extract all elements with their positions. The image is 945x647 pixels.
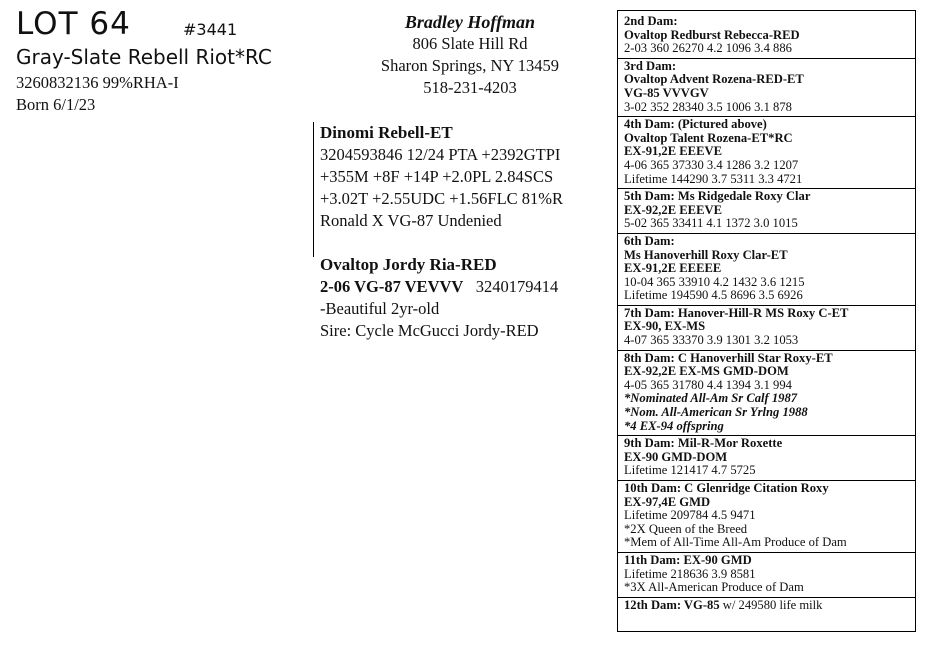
pedigree-generation [624,437,915,478]
generation-divider [618,350,915,351]
production-record-line: 10-04 365 33910 4.2 1432 3.6 1215 [624,274,805,289]
ancestor-name-line: EX-91,2E EEEVE [624,144,722,159]
sire-name: Dinomi Rebell-ET [320,123,453,142]
pedigree-box [617,10,916,632]
pedigree-generation [624,554,915,595]
dam-line: -Beautiful 2yr-old [320,299,440,318]
pedigree-generation [624,352,915,434]
consignor-address-line1: 806 Slate Hill Rd [412,34,528,53]
sire-line: Ronald X VG-87 Undenied [320,211,502,230]
production-record-line: *2X Queen of the Breed [624,521,748,536]
production-record-line: Lifetime 121417 4.7 5725 [624,463,756,478]
generation-heading-text: 3rd Dam: [624,58,677,73]
ancestor-name-line: EX-97,4E GMD [624,494,711,509]
ancestor-name-line: Ovaltop Advent Rozena-RED-ET [624,72,804,87]
generation-heading-text: 10th Dam: C Glenridge Citation Roxy [624,481,829,495]
generation-heading [624,554,915,568]
generation-heading [624,118,915,132]
generation-heading-text: 11th Dam: EX-90 GMD [624,552,752,567]
birth-date: Born 6/1/23 [16,95,96,114]
generation-heading [624,307,915,321]
ancestor-name-line: EX-90 GMD-DOM [624,449,728,464]
dam-name: Ovaltop Jordy Ria-RED [320,255,497,274]
animal-name: Gray-Slate Rebell Riot*RC [16,45,272,69]
pedigree-generation [624,599,915,613]
generation-heading [624,437,915,451]
consignor-name: Bradley Hoffman [404,12,536,32]
generation-heading [624,352,915,366]
pedigree-generation [624,307,915,348]
production-record-line: 5-02 365 33411 4.1 1372 3.0 1015 [624,216,798,231]
generation-heading [624,15,915,29]
ancestor-name-line: EX-90, EX-MS [624,319,706,334]
pedigree-generation [624,15,915,56]
generation-heading-text: 9th Dam: Mil-R-Mor Roxette [624,436,783,451]
generation-divider [618,552,915,553]
ancestor-name-line: EX-92,2E EX-MS GMD-DOM [624,364,789,379]
award-note-line: *Nominated All-Am Sr Calf 1987 [624,391,798,406]
generation-heading-text: 5th Dam: Ms Ridgedale Roxy Clar [624,189,811,204]
generation-heading [624,190,915,204]
production-record-line: Lifetime 194590 4.5 8696 3.5 6926 [624,288,803,303]
production-record-line: 4-05 365 31780 4.4 1394 3.1 994 [624,377,792,392]
production-record-line: 4-06 365 37330 3.4 1286 3.2 1207 [624,157,799,172]
pedigree-generation [624,60,915,114]
pedigree-generation [624,235,915,303]
generation-heading-text: 12th Dam: VG-85 [624,597,720,612]
production-record-line: Lifetime 209784 4.5 9471 [624,508,756,523]
generation-heading-text: 2nd Dam: [624,14,678,28]
pedigree-generation [624,118,915,186]
production-record-line: 4-07 365 33370 3.9 1301 3.2 1053 [624,333,799,348]
generation-divider [618,58,915,59]
generation-heading-text: 4th Dam: (Pictured above) [624,117,767,132]
generation-heading [624,60,915,74]
production-record-line: 3-02 352 28340 3.5 1006 3.1 878 [624,99,792,114]
ancestor-name-line: Ovaltop Talent Rozena-ET*RC [624,130,793,145]
generation-divider [618,597,915,598]
production-record-line: *Mem of All-Time All-Am Produce of Dam [624,535,847,550]
generation-divider [618,233,915,234]
production-record-line: 2-03 360 26270 4.2 1096 3.4 886 [624,41,792,56]
dam-block [320,254,558,342]
production-record-line: *3X All-American Produce of Dam [624,580,804,595]
dam-registration: 3240179414 [475,277,559,296]
production-record-line: Lifetime 144290 3.7 5311 3.3 4721 [624,171,803,186]
consignor-block [340,11,600,99]
sire-block [313,122,563,257]
generation-divider [618,480,915,481]
dam-line: Sire: Cycle McGucci Jordy-RED [320,321,539,340]
pedigree-generation [624,482,915,550]
sire-line: +3.02T +2.55UDC +1.56FLC 81%R [320,189,564,208]
dam-classification-line [320,276,558,298]
consignor-phone: 518-231-4203 [423,78,517,97]
generation-divider [618,116,915,117]
generation-heading-text: 7th Dam: Hanover-Hill-R MS Roxy C-ET [624,305,849,320]
generation-divider [618,188,915,189]
dam-classification: 2-06 VG-87 VEVVV [320,277,464,296]
consignor-address-line2: Sharon Springs, NY 13459 [380,56,560,75]
ancestor-name-line: VG-85 VVVGV [624,85,709,100]
generation-heading [624,482,915,496]
ancestor-name-line: EX-92,2E EEEVE [624,202,722,217]
award-note-line: *4 EX-94 offspring [624,418,724,433]
registration-info: 3260832136 99%RHA-I [16,73,179,92]
lot-number: #3441 [183,20,238,39]
ancestor-name-line: Ms Hanoverhill Roxy Clar-ET [624,247,788,262]
lot-title: LOT 64 [16,6,131,42]
generation-heading [624,235,915,249]
ancestor-name-line: EX-91,2E EEEEE [624,261,722,276]
sire-line: +355M +8F +14P +2.0PL 2.84SCS [320,167,554,186]
generation-heading-tail: w/ 249580 life milk [719,597,823,612]
generation-heading-text: 8th Dam: C Hanoverhill Star Roxy-ET [624,350,833,365]
award-note-line: *Nom. All-American Sr Yrlng 1988 [624,405,808,420]
generation-heading-text: 6th Dam: [624,233,675,248]
ancestor-name-line: Ovaltop Redburst Rebecca-RED [624,27,800,42]
production-record-line: Lifetime 218636 3.9 8581 [624,566,756,581]
pedigree-generation [624,190,915,231]
generation-heading [624,599,915,613]
sire-line: 3204593846 12/24 PTA +2392GTPI [320,145,561,164]
generation-divider [618,435,915,436]
generation-divider [618,305,915,306]
